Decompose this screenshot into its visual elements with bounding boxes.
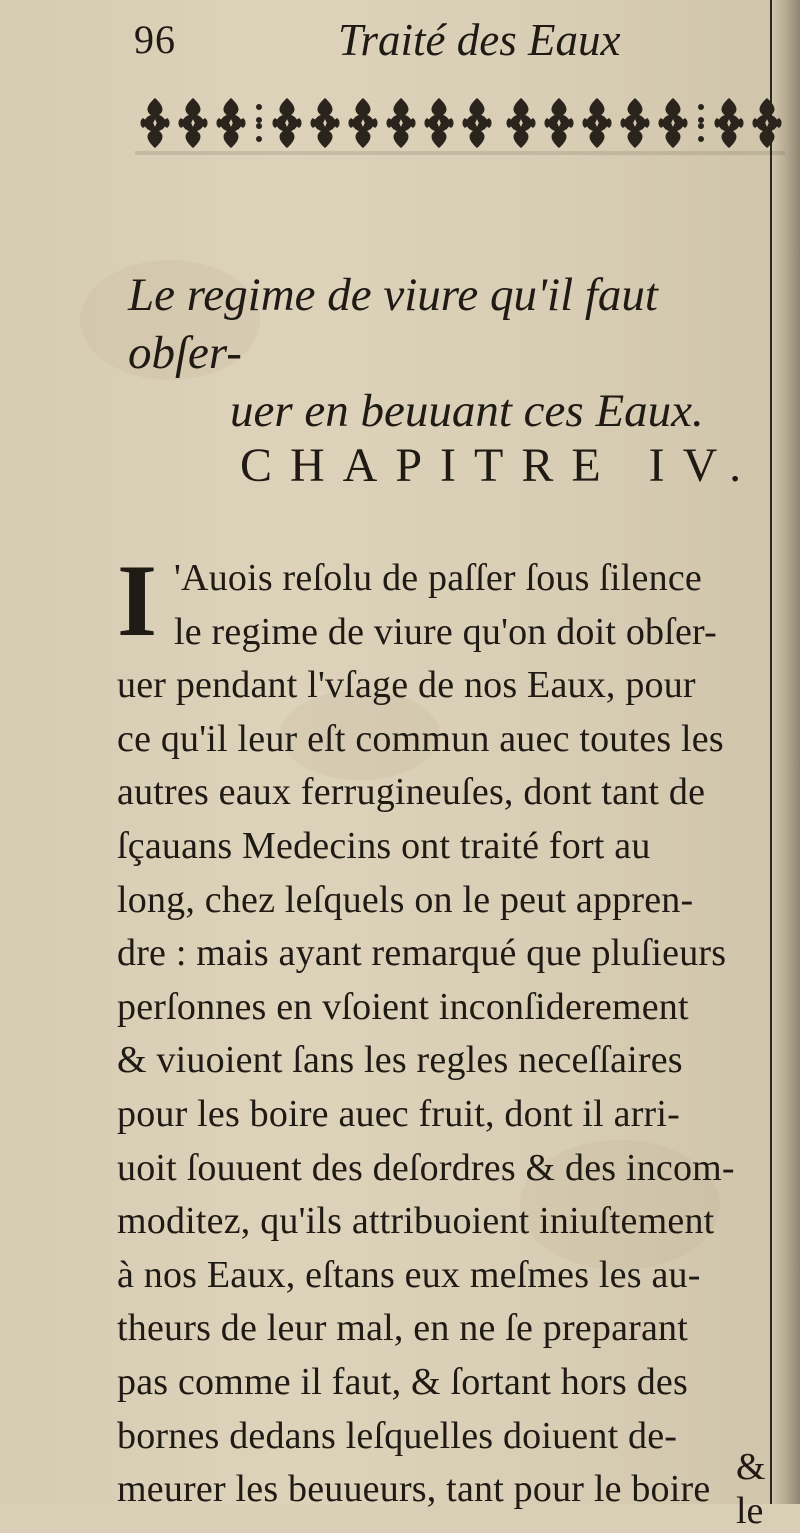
text-line: meurer les beuueurs, tant pour le boire (117, 1468, 711, 1511)
text-line: long, chez leſquels on le peut appren- (117, 878, 694, 921)
text-line: ſçauans Medecins ont traité fort au (117, 824, 651, 867)
text-line: uer pendant l'vſage de nos Eaux, pour (117, 664, 696, 707)
running-head: Traité des Eaux (338, 15, 621, 65)
text-line: à nos Eaux, eſtans eux meſmes les au- (117, 1253, 701, 1296)
text-line: uoit ſouuent des deſordres & des incom- (117, 1146, 735, 1189)
text-line: perſonnes en vſoient inconſiderement (117, 985, 689, 1028)
text-line: & viuoient ſans les regles neceſſaires (117, 1039, 683, 1082)
body-text (117, 544, 792, 1517)
page-number: 96 (134, 17, 176, 62)
text-line: autres eaux ferrugineuſes, dont tant de (117, 771, 706, 814)
text-line: dre : mais ayant remarqué que pluſieurs (117, 932, 727, 975)
chapter-number: CHAPITRE IV. (240, 439, 760, 492)
printers-ornament-icon (135, 87, 785, 221)
drop-cap: I (117, 544, 158, 658)
text-line: pour les boire auec fruit, dont il arri- (117, 1092, 681, 1135)
text-line: bornes dedans leſquelles doiuent de- (117, 1414, 678, 1457)
chapter-title-line-1: Le regime de viure qu'il faut obſer- (128, 269, 658, 379)
text-line: pas comme il faut, & ſortant hors des (117, 1360, 688, 1403)
text-line: 'Auois reſolu de paſſer ſous ſilence (174, 557, 702, 599)
text-line: moditez, qu'ils attribuoient iniuſtement (117, 1200, 715, 1243)
chapter-title-line-2: uer en beuuant ces Eaux. (230, 385, 704, 437)
text-line: theurs de leur mal, en ne ſe preparant (117, 1307, 689, 1350)
page-header (132, 10, 772, 68)
chapter-title (128, 266, 778, 440)
text-line: le regime de viure qu'on doit obſer- (174, 610, 718, 653)
text-line: ce qu'il leur eſt commun auec toutes les (117, 717, 724, 760)
catchword: & le (736, 1446, 766, 1532)
